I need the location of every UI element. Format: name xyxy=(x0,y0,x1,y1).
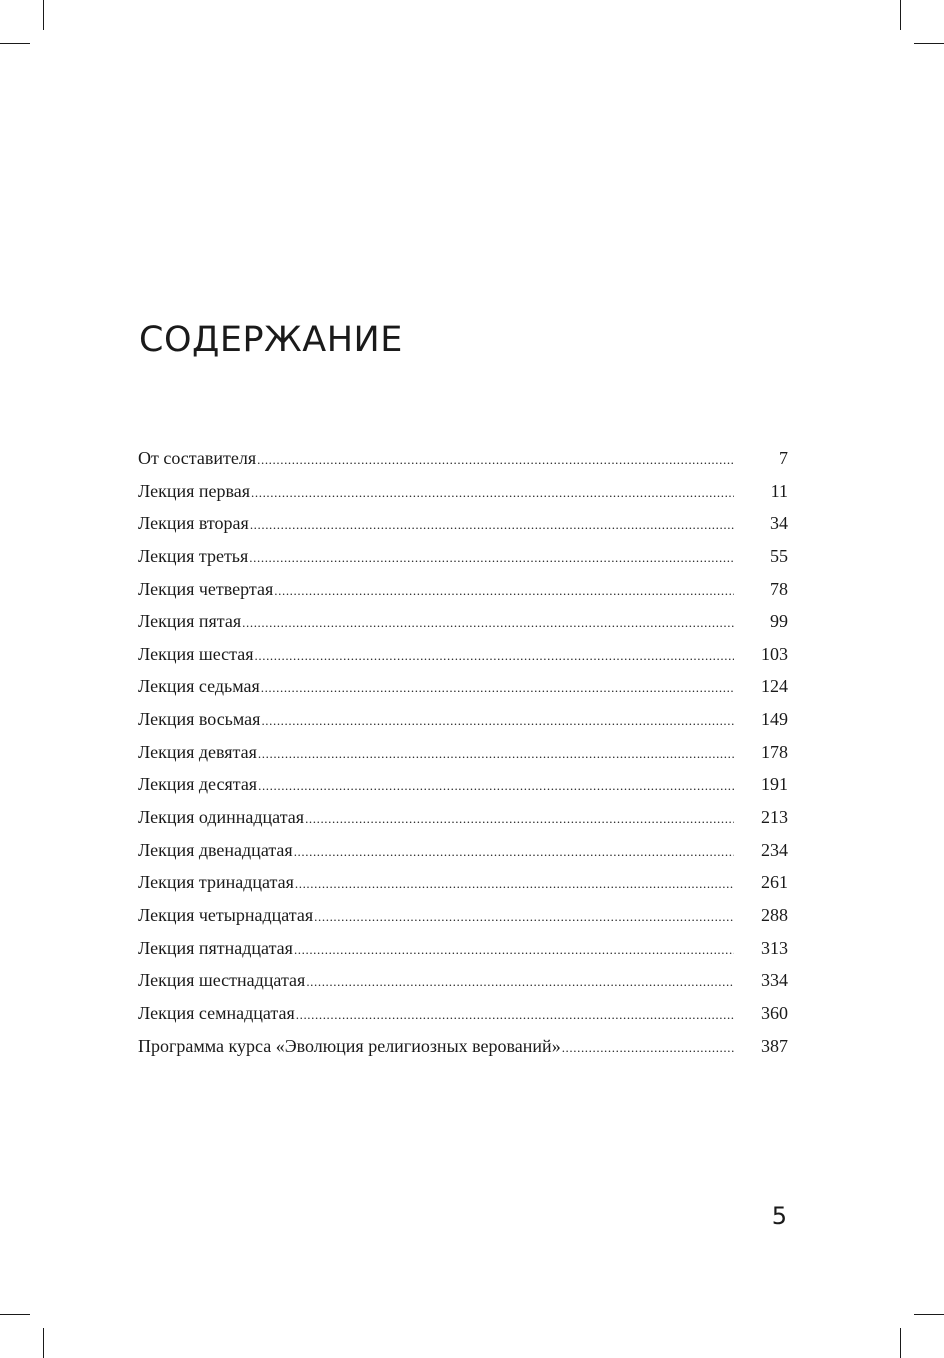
toc-label: Лекция семнадцатая xyxy=(138,1002,295,1023)
toc-label: Лекция шестая xyxy=(138,643,254,664)
toc-page-number: 360 xyxy=(761,1002,788,1023)
toc-label: Лекция десятая xyxy=(138,774,258,795)
toc-page-number: 99 xyxy=(770,611,788,632)
toc-page-number: 191 xyxy=(761,774,788,795)
toc-dot-leader xyxy=(258,770,734,803)
toc-entry xyxy=(138,475,734,510)
toc-label: Лекция пятнадцатая xyxy=(138,937,293,958)
toc-entry xyxy=(138,670,734,705)
toc-label: Программа курса «Эволюция религиозных верований» xyxy=(138,1035,561,1056)
crop-mark-top-right-horizontal xyxy=(914,43,944,44)
toc-dot-leader xyxy=(250,509,734,542)
toc-label: Лекция восьмая xyxy=(138,709,261,730)
toc-page-number: 55 xyxy=(770,545,788,566)
toc-dot-leader xyxy=(257,444,734,477)
toc-dot-leader xyxy=(261,672,734,705)
toc-page-number: 124 xyxy=(761,676,788,697)
toc-label: Лекция четырнадцатая xyxy=(138,904,314,925)
toc-page-number: 313 xyxy=(761,937,788,958)
toc-page-number: 149 xyxy=(761,709,788,730)
toc-page-number: 7 xyxy=(779,448,788,468)
toc-page-number: 387 xyxy=(761,1035,788,1056)
toc-dot-leader xyxy=(305,803,734,836)
toc-entry xyxy=(138,736,734,771)
toc-dot-leader xyxy=(255,640,734,673)
toc-label: Лекция девятая xyxy=(138,741,257,762)
toc-dot-leader xyxy=(294,836,734,869)
toc-row xyxy=(138,1030,788,1063)
toc-entry xyxy=(138,997,734,1032)
toc-dot-leader xyxy=(251,477,734,510)
toc-entry xyxy=(138,899,734,934)
crop-mark-top-left-vertical xyxy=(43,0,44,30)
toc-label: Лекция четвертая xyxy=(138,578,274,599)
toc-entry xyxy=(138,801,734,836)
toc-label: Лекция седьмая xyxy=(138,676,260,697)
toc-entry xyxy=(138,866,734,901)
toc-dot-leader xyxy=(294,934,734,967)
toc-entry xyxy=(138,573,734,608)
toc-row xyxy=(138,573,788,606)
toc-page-number: 178 xyxy=(761,741,788,762)
crop-mark-bottom-right-horizontal xyxy=(914,1314,944,1315)
toc-dot-leader xyxy=(258,738,734,771)
toc-label: Лекция одиннадцатая xyxy=(138,807,305,828)
toc-dot-leader xyxy=(274,575,734,608)
toc-row xyxy=(138,866,788,899)
toc-label: Лекция вторая xyxy=(138,513,249,534)
toc-row xyxy=(138,670,788,703)
toc-page-number: 11 xyxy=(770,480,788,501)
toc-page-number: 78 xyxy=(770,578,788,599)
toc-entry xyxy=(138,638,734,673)
toc-label: Лекция первая xyxy=(138,480,251,501)
toc-row xyxy=(138,834,788,867)
toc-entry xyxy=(138,932,734,967)
toc-dot-leader xyxy=(295,868,734,901)
crop-mark-bottom-left-vertical xyxy=(43,1328,44,1358)
toc-page-number: 103 xyxy=(761,643,788,664)
toc-row xyxy=(138,932,788,965)
toc-row xyxy=(138,540,788,573)
toc-entry xyxy=(138,507,734,542)
toc-entry xyxy=(138,442,734,477)
toc-page-number: 34 xyxy=(770,513,788,534)
toc-dot-leader xyxy=(249,542,734,575)
toc-row xyxy=(138,605,788,638)
toc-entry xyxy=(138,768,734,803)
table-of-contents xyxy=(138,442,788,1062)
toc-entry xyxy=(138,703,734,738)
toc-page-number: 213 xyxy=(761,807,788,828)
toc-row xyxy=(138,768,788,801)
toc-page-number: 334 xyxy=(761,970,788,991)
toc-entry xyxy=(138,964,734,999)
toc-row xyxy=(138,507,788,540)
toc-row xyxy=(138,964,788,997)
toc-page-number: 288 xyxy=(761,904,788,925)
toc-row xyxy=(138,899,788,932)
crop-mark-top-right-vertical xyxy=(900,0,901,30)
toc-label: Лекция шестнадцатая xyxy=(138,970,306,991)
toc-dot-leader xyxy=(296,999,734,1032)
crop-mark-bottom-left-horizontal xyxy=(0,1314,30,1315)
toc-label: Лекция тринадцатая xyxy=(138,872,294,893)
toc-entry xyxy=(138,834,734,869)
toc-dot-leader xyxy=(314,901,734,934)
toc-dot-leader xyxy=(562,1032,734,1065)
toc-row xyxy=(138,736,788,769)
toc-dot-leader xyxy=(242,607,734,640)
crop-mark-bottom-right-vertical xyxy=(900,1328,901,1358)
toc-label: Лекция третья xyxy=(138,545,249,566)
toc-dot-leader xyxy=(306,966,734,999)
toc-label: От составителя xyxy=(138,448,257,468)
toc-page-number: 234 xyxy=(761,839,788,860)
toc-label: Лекция пятая xyxy=(138,611,242,632)
toc-label: Лекция двенадцатая xyxy=(138,839,293,860)
toc-row xyxy=(138,703,788,736)
toc-page-number: 261 xyxy=(761,872,788,893)
toc-entry xyxy=(138,540,734,575)
toc-row xyxy=(138,442,788,475)
toc-entry xyxy=(138,1030,734,1065)
page-number: 5 xyxy=(771,1202,787,1230)
toc-row xyxy=(138,638,788,671)
page-title: СОДЕРЖАНИЕ xyxy=(139,320,403,360)
toc-entry xyxy=(138,605,734,640)
crop-mark-top-left-horizontal xyxy=(0,43,30,44)
toc-row xyxy=(138,801,788,834)
toc-row xyxy=(138,997,788,1030)
toc-row xyxy=(138,475,788,508)
toc-dot-leader xyxy=(261,705,734,738)
